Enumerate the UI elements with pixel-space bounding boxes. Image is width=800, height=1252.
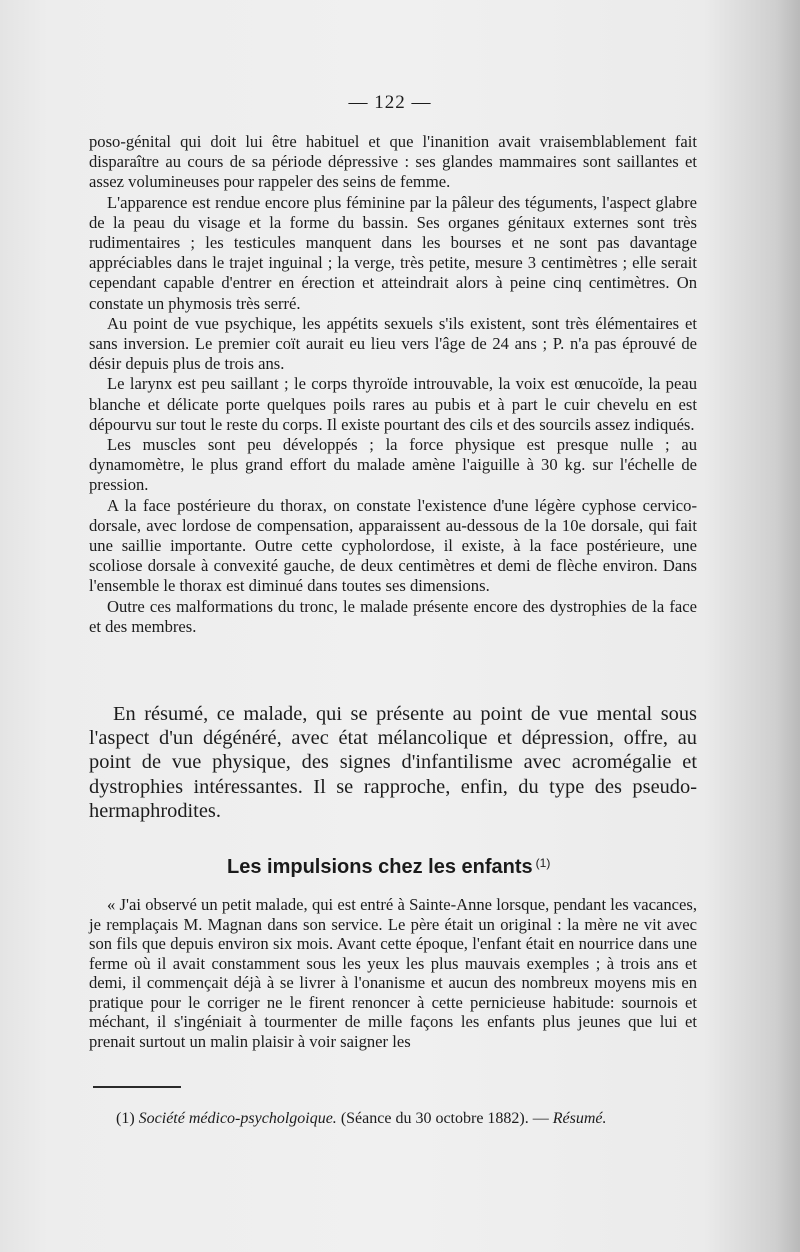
section-heading: [227, 856, 550, 879]
paragraph: L'apparence est rendue encore plus féminine par la pâleur des téguments, l'aspect glabre de la peau du visage et la forme du bassin. Ses organes génitaux externes sont très rudimentaires ; les testicules manquent dans les bourses et ne sont pas davantage appréciables dans le trajet inguinal ; la verge, très petite, mesure 3 centimètres ; elle serait cependant capable d'entrer en érection et atteindrait alors à peine cinq centimètres. On constate un phymosis très serré.: [89, 192, 697, 313]
paragraph: « J'ai observé un petit malade, qui est entré à Sainte-Anne lorsque, pendant les vacances, je remplaçais M. Magnan dans son service. Le père était un original : la mère ne vit avec son fils que depuis environ six mois. Avant cette époque, l'enfant était en nourrice dans une ferme où il avait constamment sous les yeux les plus mauvais exemples ; à trois ans et demi, il commençait déjà à se livrer à l'onanisme et aucun des nombreux moyens mis en pratique pour le corriger ne le firent renoncer à cette pernicieuse habitude: sournois et méchant, il s'ingéniait à tourmenter de mille façons les enfants plus jeunes que lui et prenait surtout un malin plaisir à voir saigner les: [89, 895, 697, 1051]
footnote-note: Résumé.: [552, 1110, 607, 1127]
footnote: [116, 1110, 607, 1128]
footnote-details: (Séance du 30 octobre 1882). —: [340, 1110, 549, 1127]
footnote-marker: (1): [116, 1110, 135, 1127]
paragraph: Au point de vue psychique, les appétits sexuels s'ils existent, sont très élémentaires et sans inversion. Le premier coït aurait eu lieu vers l'âge de 24 ans ; P. n'a pas éprouvé de désir depuis plus de trois ans.: [89, 313, 697, 374]
paragraph: Le larynx est peu saillant ; le corps thyroïde introuvable, la voix est œnucoïde, la peau blanche et délicate porte quelques poils rares au pubis et à part le cuir chevelu en est dépourvu sur tout le reste du corps. Il existe pourtant des cils et des sourcils assez indiqués.: [89, 374, 697, 434]
paragraph: Les muscles sont peu développés ; la force physique est presque nulle ; au dynamomètre, le plus grand effort du malade amène l'aiguille à 30 kg. sur l'échelle de pression.: [89, 435, 697, 495]
footnote-reference: (1): [535, 856, 551, 870]
paragraph: A la face postérieure du thorax, on constate l'existence d'une légère cyphose cervico-dorsale, avec lordose de compensation, apparaissent au-dessous de la 10e dorsale, qui fait une saillie importante. Outre cette cypholordose, il existe, à la face postérieure, une scoliose dorsale à convexité gauche, de deux centimètres et demi de flèche environ. Dans l'ensemble le thorax est diminué dans toutes ses dimensions.: [89, 495, 697, 596]
impulsions-text: [89, 895, 697, 1051]
paragraph: poso-génital qui doit lui être habituel et que l'inanition avait vraisemblablement fait disparaître au cours de sa période dépressive : ses glandes mammaires sont saillantes et assez volumineuses pour rappeler des seins de femme.: [89, 132, 697, 192]
paragraph: Outre ces malformations du tronc, le malade présente encore des dystrophies de la face et des membres.: [89, 596, 697, 636]
observation-text: [89, 132, 697, 637]
footnote-divider: [93, 1086, 181, 1088]
section-title: Les impulsions chez les enfants: [227, 856, 533, 878]
page-number: — 122 —: [348, 92, 432, 113]
footnote-source: Société médico-psycholgoique.: [138, 1110, 337, 1127]
summary-paragraph: En résumé, ce malade, qui se présente au point de vue mental sous l'aspect d'un dégénéré, avec état mélancolique et dépression, offre, au point de vue physique, des signes d'infantilisme avec acromégalie et dystrophies intéressantes. Il se rapproche, enfin, du type des pseudo-hermaphrodites.: [89, 703, 697, 822]
